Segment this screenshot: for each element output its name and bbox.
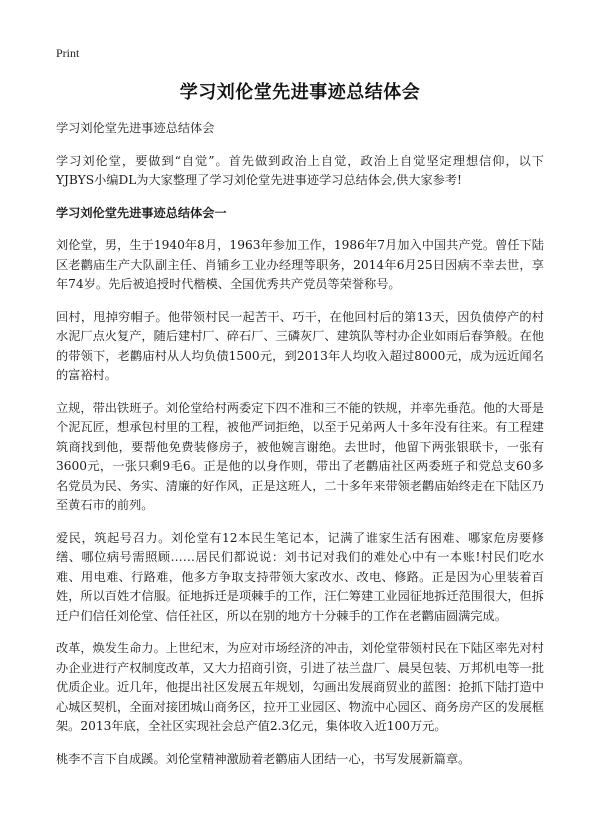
article-subtitle: 学习刘伦堂先进事迹总结体会 [56, 121, 215, 135]
print-link[interactable]: Print [56, 46, 80, 60]
paragraph-closing: 桃李不言下自成蹊。刘伦堂精神激励着老鹳庙人团结一心，书写发展新篇章。 [56, 751, 471, 766]
paragraph-love-people: 爱民，筑起号召力。刘伦堂有12本民生笔记本，记满了谁家生活有困难、哪家危房要修缮、哪位病号需照顾……居民们都说说：刘书记对我们的难处心中有一本账!村民们吃水难、用电难、行路难，他多方争取支持带领大家改水、改电、修路。正是因为心里装着百姓，所以百姓才信服。征地拆迁是项棘手的工作，汪仁筹建工业园征地拆迁范围很大，但拆迁户们信任刘伦堂、信任社区，所以在别的地方十分棘手的工作在老鹳庙圆满完成。 [56, 530, 544, 623]
paragraph-rules: 立规，带出铁班子。刘伦堂给村两委定下四不准和三不能的铁规，并率先垂范。他的大哥是个泥瓦匠，想承包村里的工程，被他严词拒绝，以至于兄弟两人十多年没有往来。有工程建筑商找到他，要帮他免费装修房子，被他婉言谢绝。去世时，他留下两张银联卡，一张有3600元，一张只剩9毛6。正是他的以身作则，带出了老鹳庙社区两委班子和党总支60多名党员为民、务实、清廉的好作风，正是这班人，二十多年来带领老鹳庙始终走在下陆区乃至黄石市的前列。 [56, 400, 544, 512]
page-title: 学习刘伦堂先进事迹总结体会 [179, 82, 421, 103]
article-body [56, 119, 544, 782]
paragraph-return-village: 回村，甩掉穷帽子。他带领村民一起苦干、巧干，在他回村后的第13天，因负债停产的村水泥厂点火复产，随后建村厂、碎石厂、三磷灰厂、建筑队等村办企业如雨后春笋般。在他的带领下，老鹳庙村从人均负债1500元，到2013年人均收入超过8000元，成为远近闻名的富裕村。 [56, 309, 544, 382]
paragraph-biography: 刘伦堂，男，生于1940年8月，1963年参加工作，1986年7月加入中国共产党。曾任下陆区老鹳庙生产大队副主任、肖铺乡工业办经理等职务，2014年6月25日因病不幸去世，享年74岁。先后被追授时代楷模、全国优秀共产党员等荣誉称号。 [56, 238, 544, 291]
paragraph-reform: 改革，焕发生命力。上世纪末，为应对市场经济的冲击，刘伦堂带领村民在下陆区率先对村办企业进行产权制度改革，又大力招商引资，引进了祛兰盘厂、晨昊包装、万邦机电等一批优质企业。近几年，他提出社区发展五年规划，勾画出发展商贸业的蓝图：抢抓下陆打造中心城区契机，全面对接团城山商务区，拉开工业园区、物流中心园区、商务房产区的发展框架。2013年底，全社区实现社会总产值2.3亿元，集体收入近100万元。 [56, 641, 544, 733]
intro-paragraph: 学习刘伦堂，要做到“自觉”。首先做到政治上自觉，政治上自觉坚定理想信仰，以下YJBYS小编DL为大家整理了学习刘伦堂先进事迹学习总结体会,供大家参考! [56, 153, 544, 187]
section-heading: 学习刘伦堂先进事迹总结体会一 [56, 205, 227, 220]
